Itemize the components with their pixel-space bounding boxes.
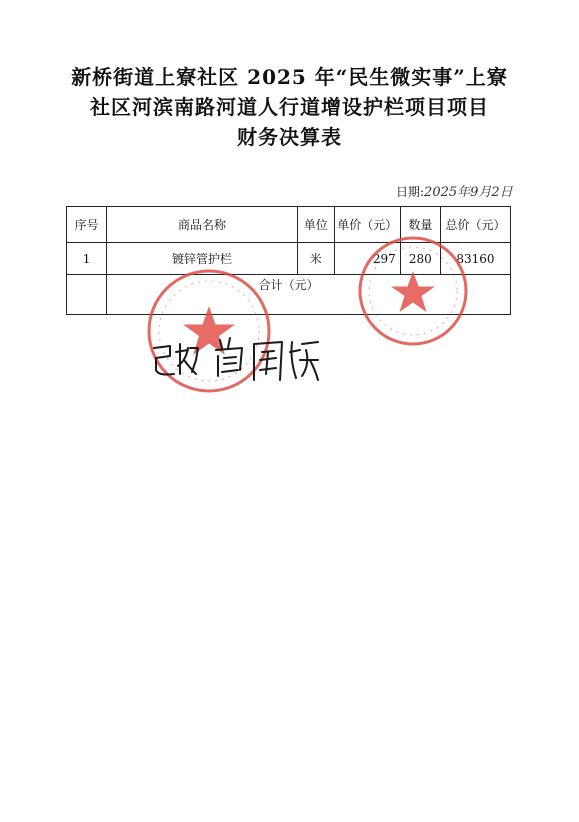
cell-unit: 米 [297,243,334,275]
date-value: 2025年9月2日 [424,185,513,200]
header-name: 商品名称 [107,207,298,243]
handwritten-signature [150,330,320,390]
title-line-3: 财务决算表 [237,125,342,149]
cell-total: 83160 [440,243,510,275]
table-row [67,243,511,275]
title-line-1: 新桥街道上寮社区 2025 年“民生微实事”上寮 [71,65,508,89]
table-total-row [67,275,511,315]
cell-total-index-blank [67,275,107,315]
date-label: 日期: [396,185,425,199]
header-index: 序号 [67,207,107,243]
cell-unit-price: 297 [334,243,400,275]
header-unit: 单位 [297,207,334,243]
cell-total-label [107,275,511,315]
table-header-row [67,207,511,243]
settlement-table [66,206,511,315]
date-line [396,181,513,200]
header-total: 总价（元） [440,207,510,243]
document-title [40,62,539,152]
cell-name: 镀锌管护栏 [107,243,298,275]
total-label: 合计（元） [258,278,319,292]
header-unit-price: 单价（元） [334,207,400,243]
title-line-2: 社区河滨南路河道人行道增设护栏项目项目 [90,95,489,119]
header-quantity: 数量 [400,207,440,243]
cell-index: 1 [67,243,107,275]
cell-quantity: 280 [400,243,440,275]
